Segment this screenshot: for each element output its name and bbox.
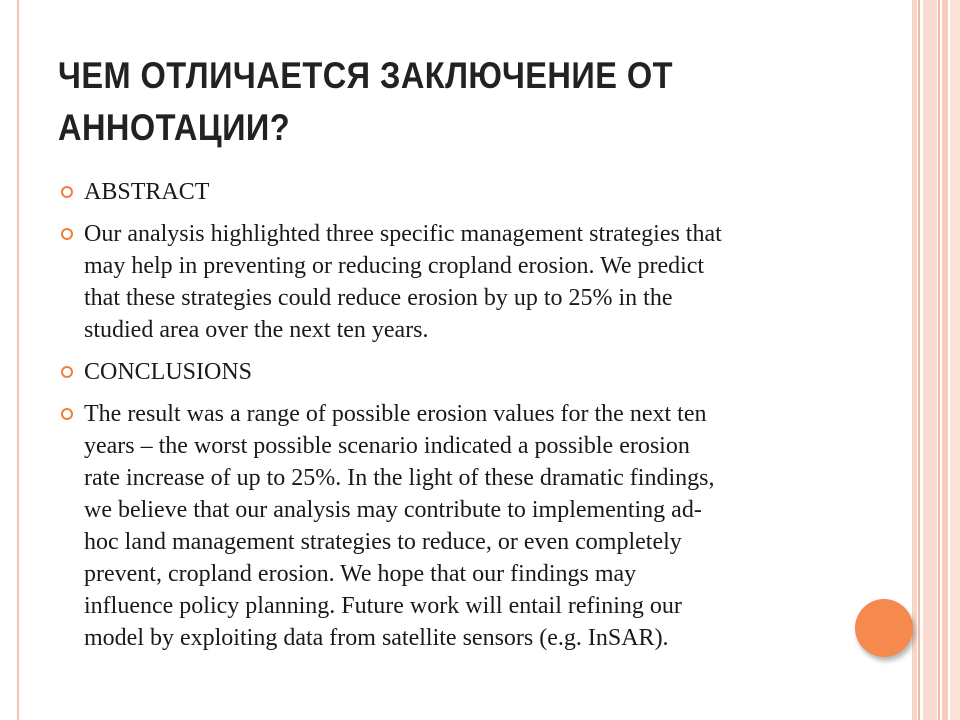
list-item-text: Our analysis highlighted three specific management strategies that may help in preventing or reducing cropland erosion. We predict that these strategies could reduce erosion by up to 25% in the studied area over the next ten years. xyxy=(84,221,722,343)
list-item-text: The result was a range of possible erosion values for the next ten years – the worst possible scenario indicated a possible erosion rate increase of up to 25%. In the light of these dramatic findings, we believe that our analysis may contribute to implementing ad- hoc land management strategies to reduce, or even completely prevent, cropland erosion. We hope that our findings may influence policy planning. Future work will entail refining our model by exploiting data from satellite sensors (e.g. InSAR). xyxy=(84,401,715,651)
orange-circle-decoration-icon xyxy=(855,599,913,657)
ring-bullet-icon xyxy=(61,366,73,378)
right-stripe-border xyxy=(912,0,960,720)
bullet-list xyxy=(58,176,828,664)
list-item-conclusions-heading xyxy=(58,356,828,388)
list-item-text: ABSTRACT xyxy=(84,179,210,205)
list-item-abstract-heading xyxy=(58,176,828,208)
ring-bullet-icon xyxy=(61,186,73,198)
slide-title xyxy=(58,50,780,154)
left-border-line xyxy=(17,0,19,720)
list-item-conclusions-text xyxy=(58,398,828,654)
list-item-text: CONCLUSIONS xyxy=(84,359,253,385)
title-line-1: ЧЕМ ОТЛИЧАЕТСЯ ЗАКЛЮЧЕНИЕ ОТ xyxy=(58,55,673,96)
title-line-2: АННОТАЦИИ? xyxy=(58,107,291,148)
list-item-abstract-text xyxy=(58,218,828,346)
ring-bullet-icon xyxy=(61,408,73,420)
ring-bullet-icon xyxy=(61,228,73,240)
